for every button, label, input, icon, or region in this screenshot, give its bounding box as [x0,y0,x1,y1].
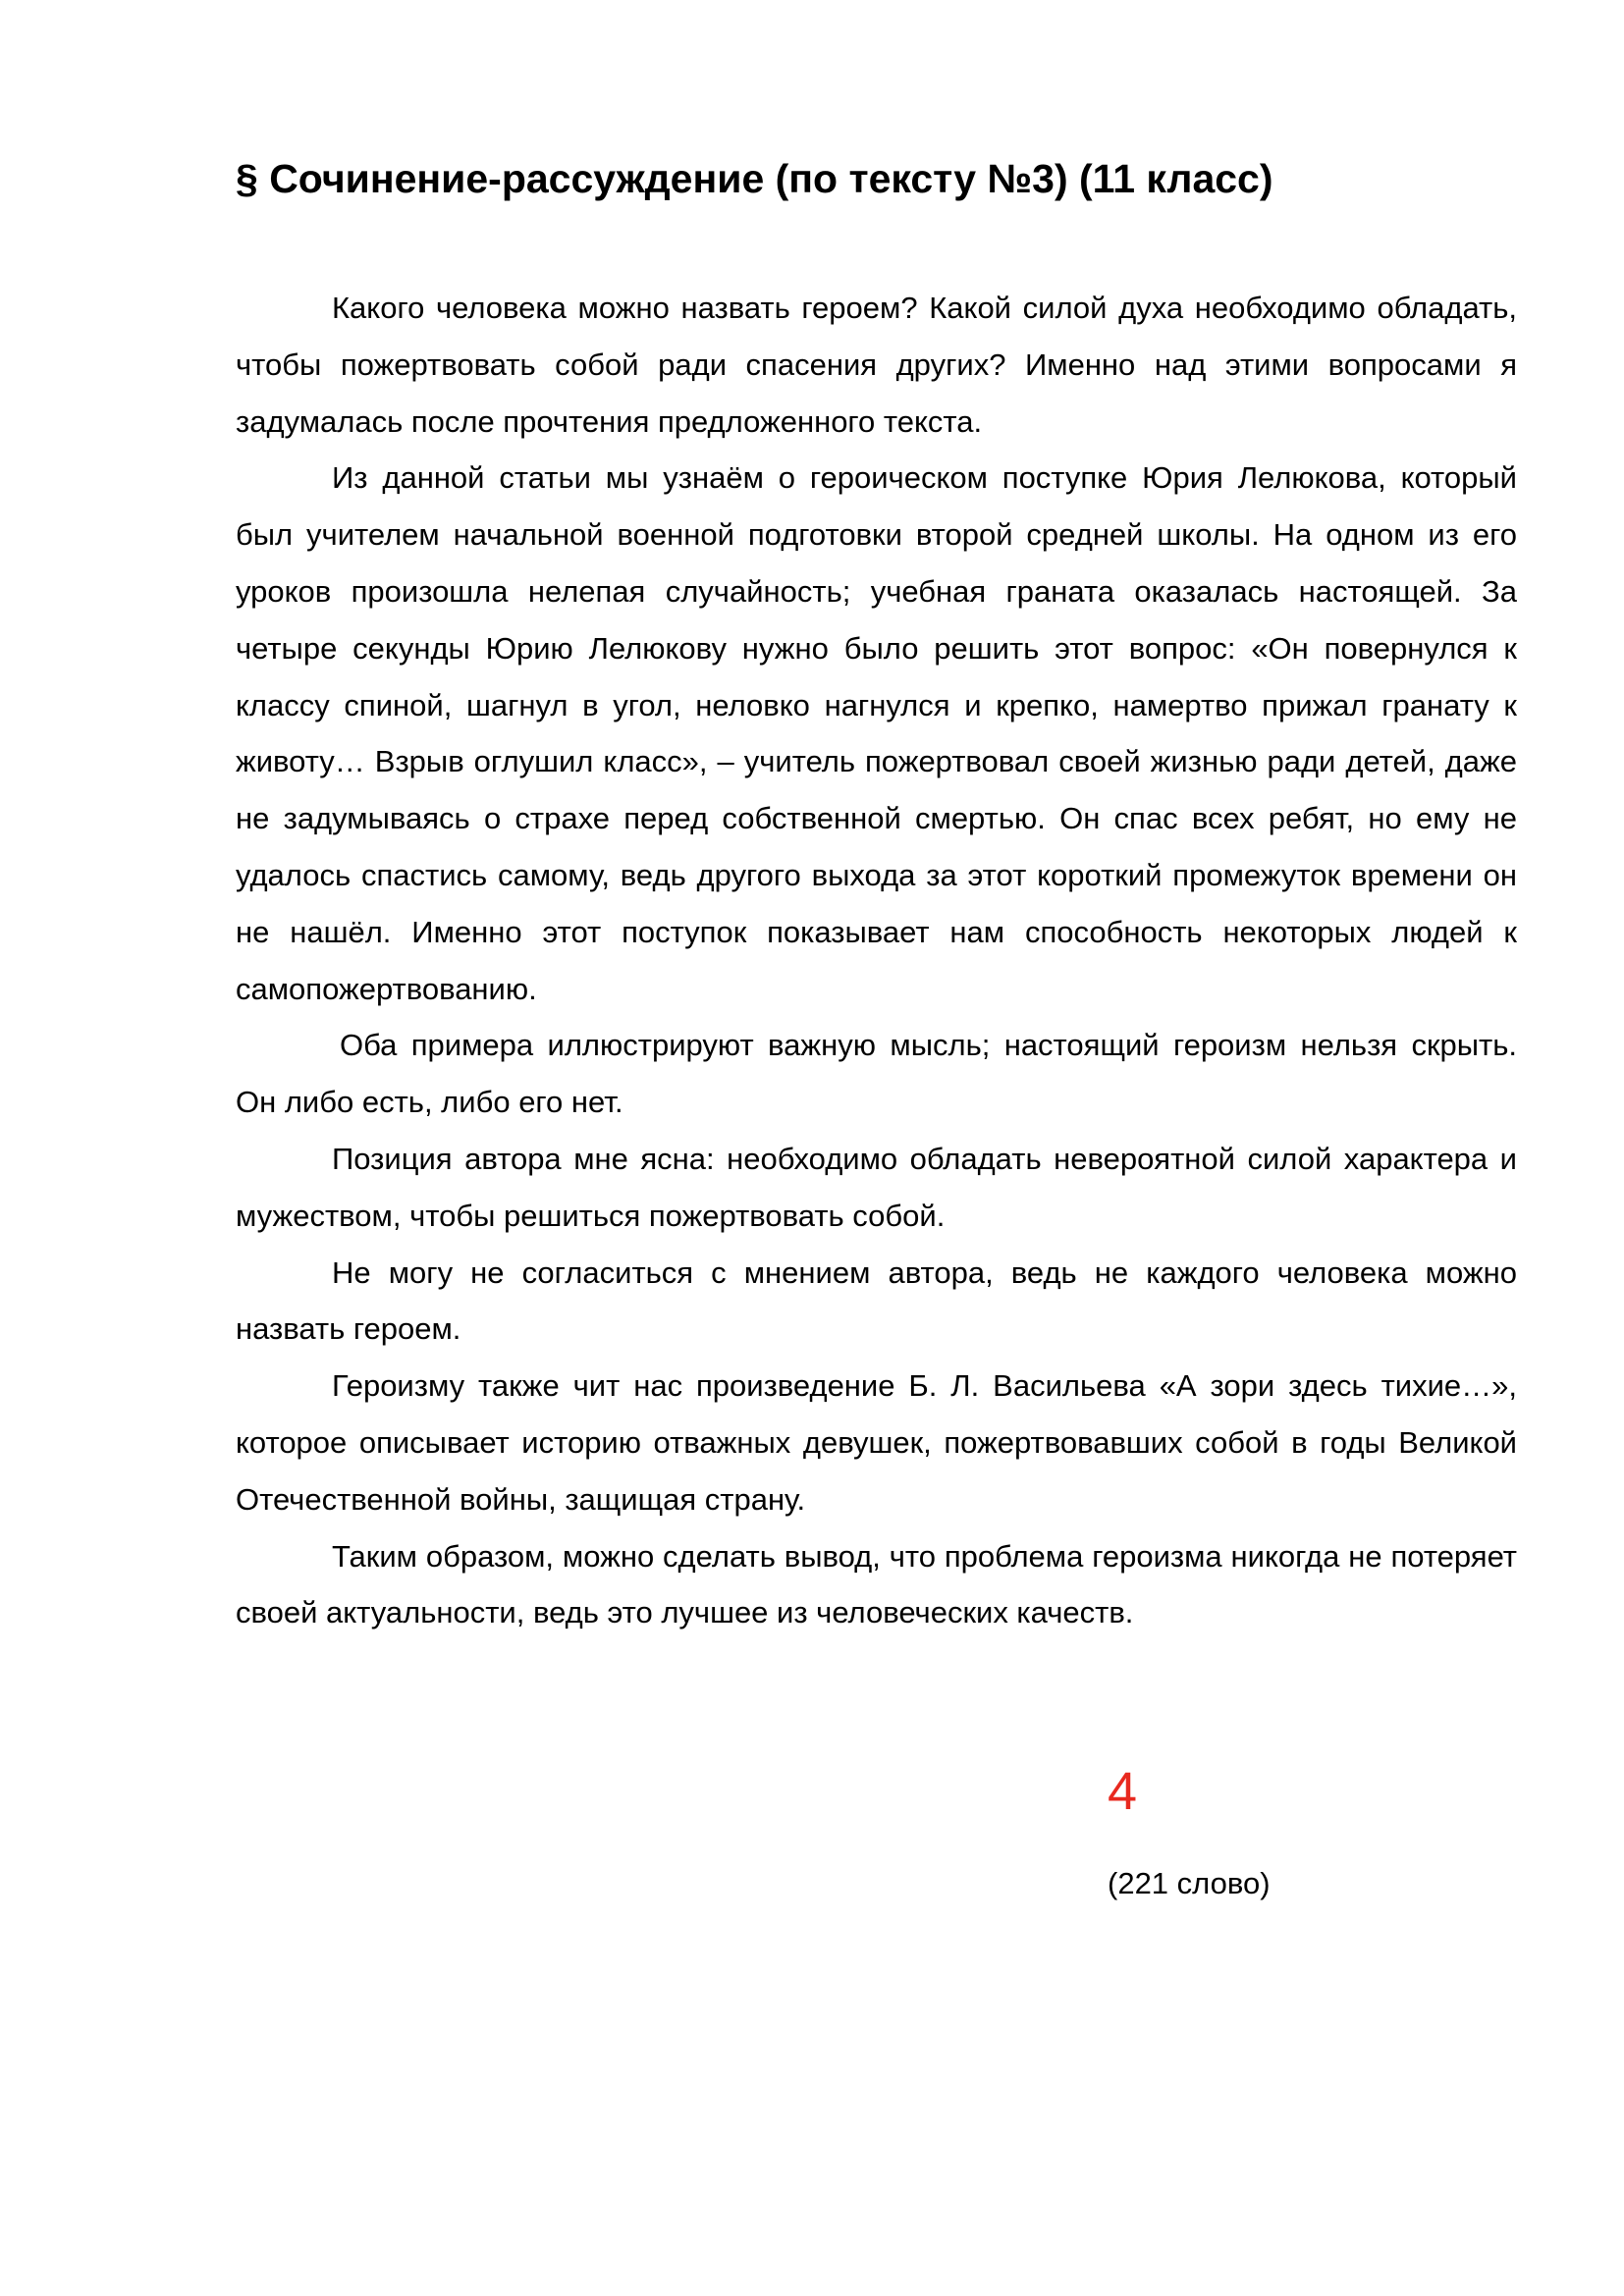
paragraph-examples-summary: Оба примера иллюстрируют важную мысль; настоящий героизм нельзя скрыть. Он либо есть, либо его нет. [236,1028,1517,1120]
paragraph-agreement: Не могу не согласиться с мнением автора, ведь не каждого человека можно назвать героем. [236,1255,1517,1347]
essay-title: § Сочинение-рассуждение (по тексту №3) (11 класс) [236,156,1273,201]
paragraph-literary-example: Героизму также чит нас произведение Б. Л. Васильева «А зори здесь тихие…», которое описывает историю отважных девушек, пожертвовавших собой в годы Великой Отечественной войны, защищая страну. [236,1368,1517,1517]
paragraph-conclusion: Таким образом, можно сделать вывод, что проблема героизма никогда не потеряет своей актуальности, ведь это лучшее из человеческих качеств. [236,1538,1517,1630]
essay-body [236,280,1517,1641]
grade-mark: 4 [1108,1762,1138,1821]
word-count: (221 слово) [1108,1866,1271,1900]
paragraph-author-position: Позиция автора мне ясна: необходимо обладать невероятной силой характера и мужеством, чтобы решиться пожертвовать собой. [236,1141,1517,1233]
paragraph-argument: Из данной статьи мы узнаём о героическом поступке Юрия Лелюкова, который был учителем начальной военной подготовки второй средней школы. На одном из его уроков произошла нелепая случайность; учебная граната оказалась настоящей. За четыре секунды Юрию Лелюкову нужно было решить этот вопрос: «Он повернулся к классу спиной, шагнул в угол, неловко нагнулся и крепко, намертво прижал гранату к животу… Взрыв оглушил класс», – учитель пожертвовал своей жизнью ради детей, даже не задумываясь о страхе перед собственной смертью. Он спас всех ребят, но ему не удалось спастись самому, ведь другого выхода за этот короткий промежуток времени он не нашёл. Именно этот поступок показывает нам способность некоторых людей к самопожертвованию. [236,460,1517,1006]
paragraph-intro: Какого человека можно назвать героем? Какой силой духа необходимо обладать, чтобы пожертвовать собой ради спасения других? Именно над этими вопросами я задумалась после прочтения предложенного текста. [236,291,1517,439]
